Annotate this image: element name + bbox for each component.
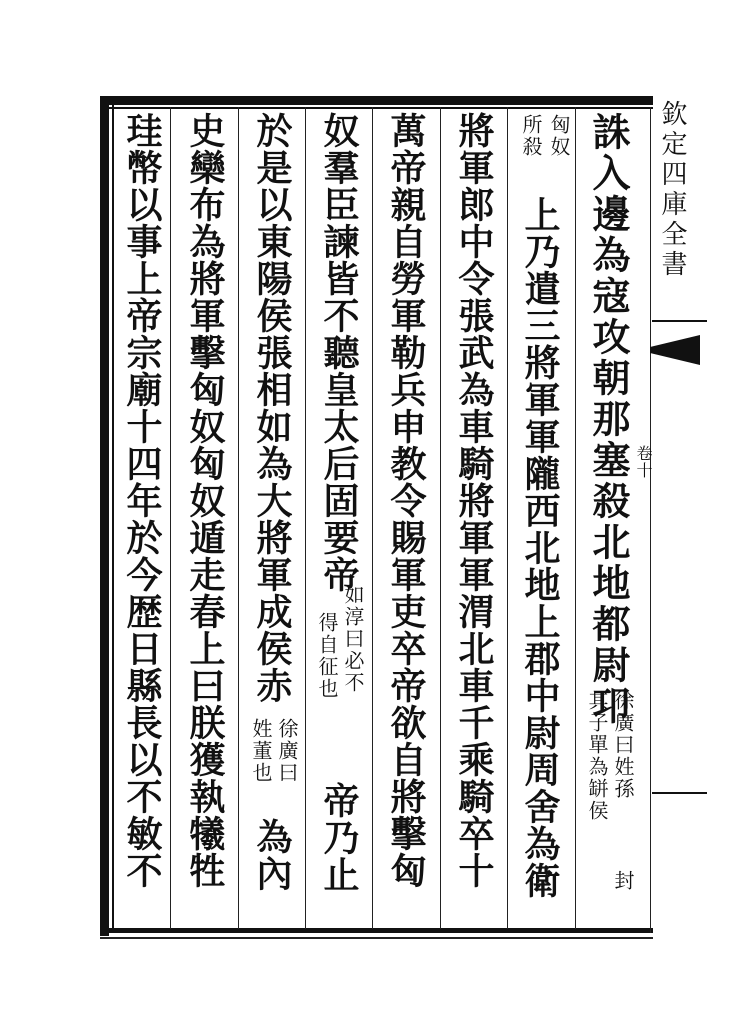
fishtail-mark (650, 335, 700, 365)
column-rule (650, 107, 651, 933)
annotation-right: 匈奴 (547, 114, 571, 158)
frame-left-border (100, 96, 109, 936)
margin-juan-number: 卷十 (634, 445, 653, 479)
margin-book-title: 欽定四庫全書 (657, 100, 687, 280)
frame-bottom-inner-border (100, 937, 653, 939)
main-text: 於是以東陽侯張相如為大將軍成侯赤 (251, 112, 293, 704)
main-text: 萬帝親自勞軍勒兵申教令賜軍吏卒帝欲自將擊匈 (385, 112, 427, 889)
annotation-right: 徐廣曰 (275, 718, 299, 784)
column-rule (440, 107, 441, 929)
column-rule (238, 107, 239, 929)
main-text: 誅入邊為寇攻朝那塞殺北地都尉卭 (586, 112, 631, 727)
text-column-1 (584, 112, 632, 727)
margin-rule (652, 320, 707, 322)
frame-bottom-border (100, 928, 653, 933)
column-rule (305, 107, 306, 929)
annotation-right-tail: 封 (611, 870, 635, 892)
column-rule (507, 107, 508, 929)
annotation-left: 其子單為缾侯 (585, 690, 609, 822)
annotation-left: 得自征也 (315, 612, 339, 700)
main-text: 帝乃止 (318, 782, 360, 893)
text-column-5 (315, 112, 363, 593)
frame-left-inner-border (112, 105, 114, 933)
annotation-right: 徐廣曰姓孫 (611, 690, 635, 800)
column-rule (575, 107, 576, 929)
frame-top-inner-border (100, 107, 653, 109)
main-text: 珪幣以事上帝宗廟十四年於今歴日縣長以不敏不 (121, 112, 163, 889)
annotation-right: 如淳曰必不 (341, 584, 365, 694)
text-column-3 (450, 112, 498, 889)
column-rule (170, 107, 171, 929)
text-column-7 (181, 112, 229, 889)
text-column-4 (382, 112, 430, 889)
main-text: 將軍郎中令張武為車騎將軍軍渭北車千乘騎卒十 (453, 112, 495, 889)
text-column-5-tail (315, 782, 363, 893)
main-text: 為內 (251, 818, 293, 892)
frame-top-border (100, 96, 653, 105)
margin-rule (652, 792, 707, 794)
text-column-6 (248, 112, 296, 704)
main-text: 奴羣臣諫皆不聽皇太后固要帝 (318, 112, 360, 593)
main-text: 上乃遣三將軍軍隴西北地上郡中尉周舍為衛 (519, 196, 561, 899)
column-rule (372, 107, 373, 929)
text-column-2 (516, 196, 564, 899)
main-text: 史欒布為將軍擊匈奴匈奴遁走春上曰朕獲執犧牲 (184, 112, 226, 889)
annotation-left: 所殺 (519, 114, 543, 158)
text-column-6-tail (248, 818, 296, 892)
text-column-8 (118, 112, 166, 889)
annotation-left: 姓董也 (249, 718, 273, 784)
